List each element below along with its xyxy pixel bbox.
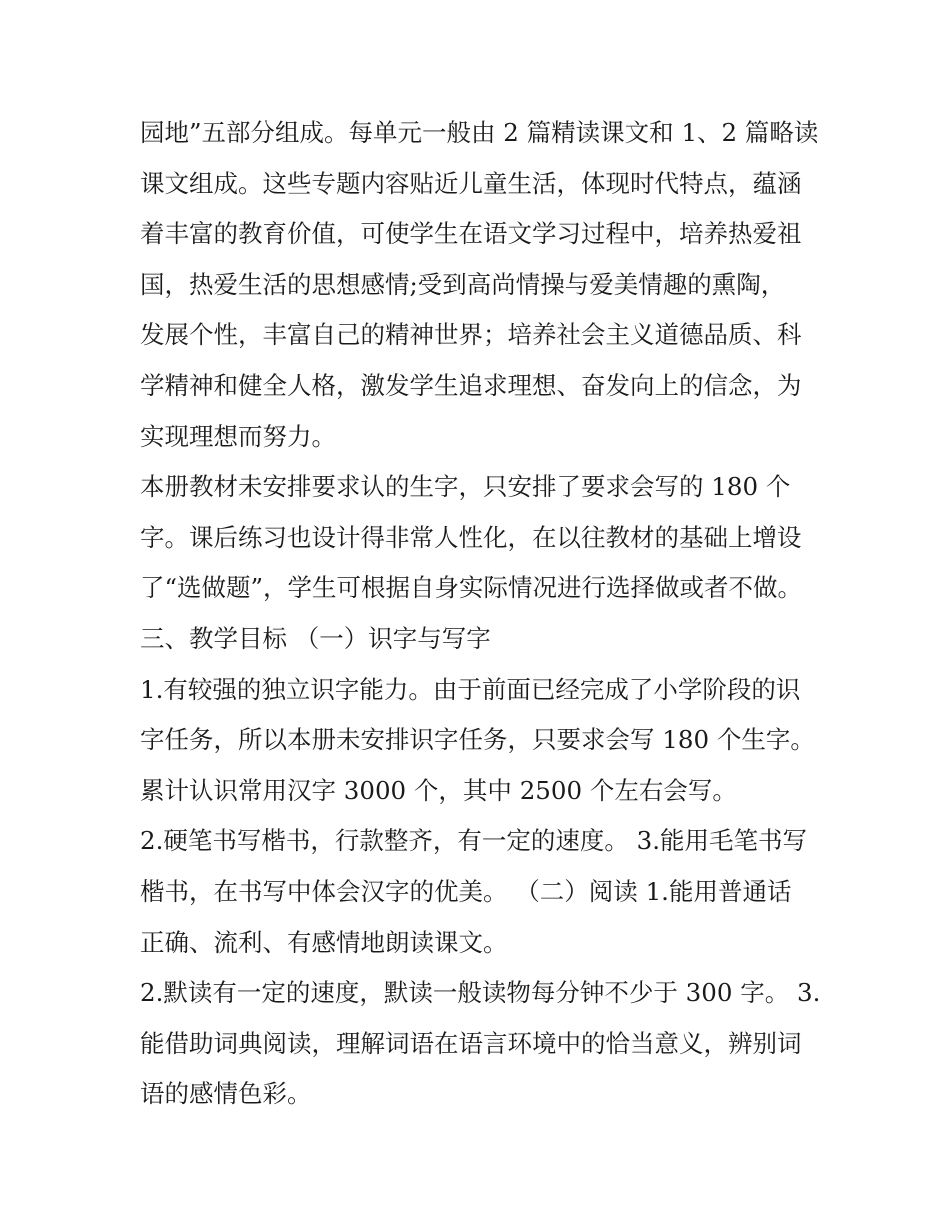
text-line-7: 实现理想而努力。 bbox=[140, 421, 336, 451]
text-line-5: 发展个性，丰富自己的精神世界；培养社会主义道德品质、科 bbox=[140, 320, 802, 350]
text-line-12: 1.有较强的独立识字能力。由于前面已经完成了小学阶段的识 bbox=[140, 674, 801, 704]
text-line-18: 2.默读有一定的速度，默读一般读物每分钟不少于 300 字。 3. bbox=[140, 978, 821, 1008]
text-line-3: 着丰富的教育价值，可使学生在语文学习过程中，培养热爱祖 bbox=[140, 219, 802, 249]
text-line-13: 字任务，所以本册未安排识字任务，只要求会写 180 个生字。 bbox=[140, 725, 815, 755]
text-line-15: 2.硬笔书写楷书，行款整齐，有一定的速度。 3.能用毛笔书写 bbox=[140, 826, 808, 856]
text-line-19: 能借助词典阅读，理解词语在语言环境中的恰当意义，辨别词 bbox=[140, 1028, 802, 1058]
text-line-16: 楷书，在书写中体会汉字的优美。 （二）阅读 1.能用普通话 bbox=[140, 876, 792, 906]
text-line-10: 了“选做题”，学生可根据自身实际情况进行选择做或者不做。 bbox=[140, 573, 803, 603]
text-line-20: 语的感情色彩。 bbox=[140, 1079, 312, 1109]
section-heading-goals: 三、教学目标 （一）识字与写字 bbox=[140, 623, 491, 653]
text-line-17: 正确、流利、有感情地朗读课文。 bbox=[140, 927, 508, 957]
text-line-9: 字。课后练习也设计得非常人性化，在以往教材的基础上增设 bbox=[140, 522, 802, 552]
text-line-14: 累计认识常用汉字 3000 个，其中 2500 个左右会写。 bbox=[140, 775, 737, 805]
text-line-1: 园地”五部分组成。每单元一般由 2 篇精读课文和 1、2 篇略读 bbox=[140, 118, 819, 147]
text-line-2: 课文组成。这些专题内容贴近儿童生活，体现时代特点，蕴涵 bbox=[140, 168, 802, 198]
body-text bbox=[140, 108, 830, 1120]
text-line-6: 学精神和健全人格，激发学生追求理想、奋发向上的信念，为 bbox=[140, 370, 802, 400]
text-line-8: 本册教材未安排要求认的生字，只安排了要求会写的 180 个 bbox=[140, 472, 791, 502]
text-line-4: 国，热爱生活的思想感情;受到高尚情操与爱美情趣的熏陶， bbox=[140, 269, 786, 299]
